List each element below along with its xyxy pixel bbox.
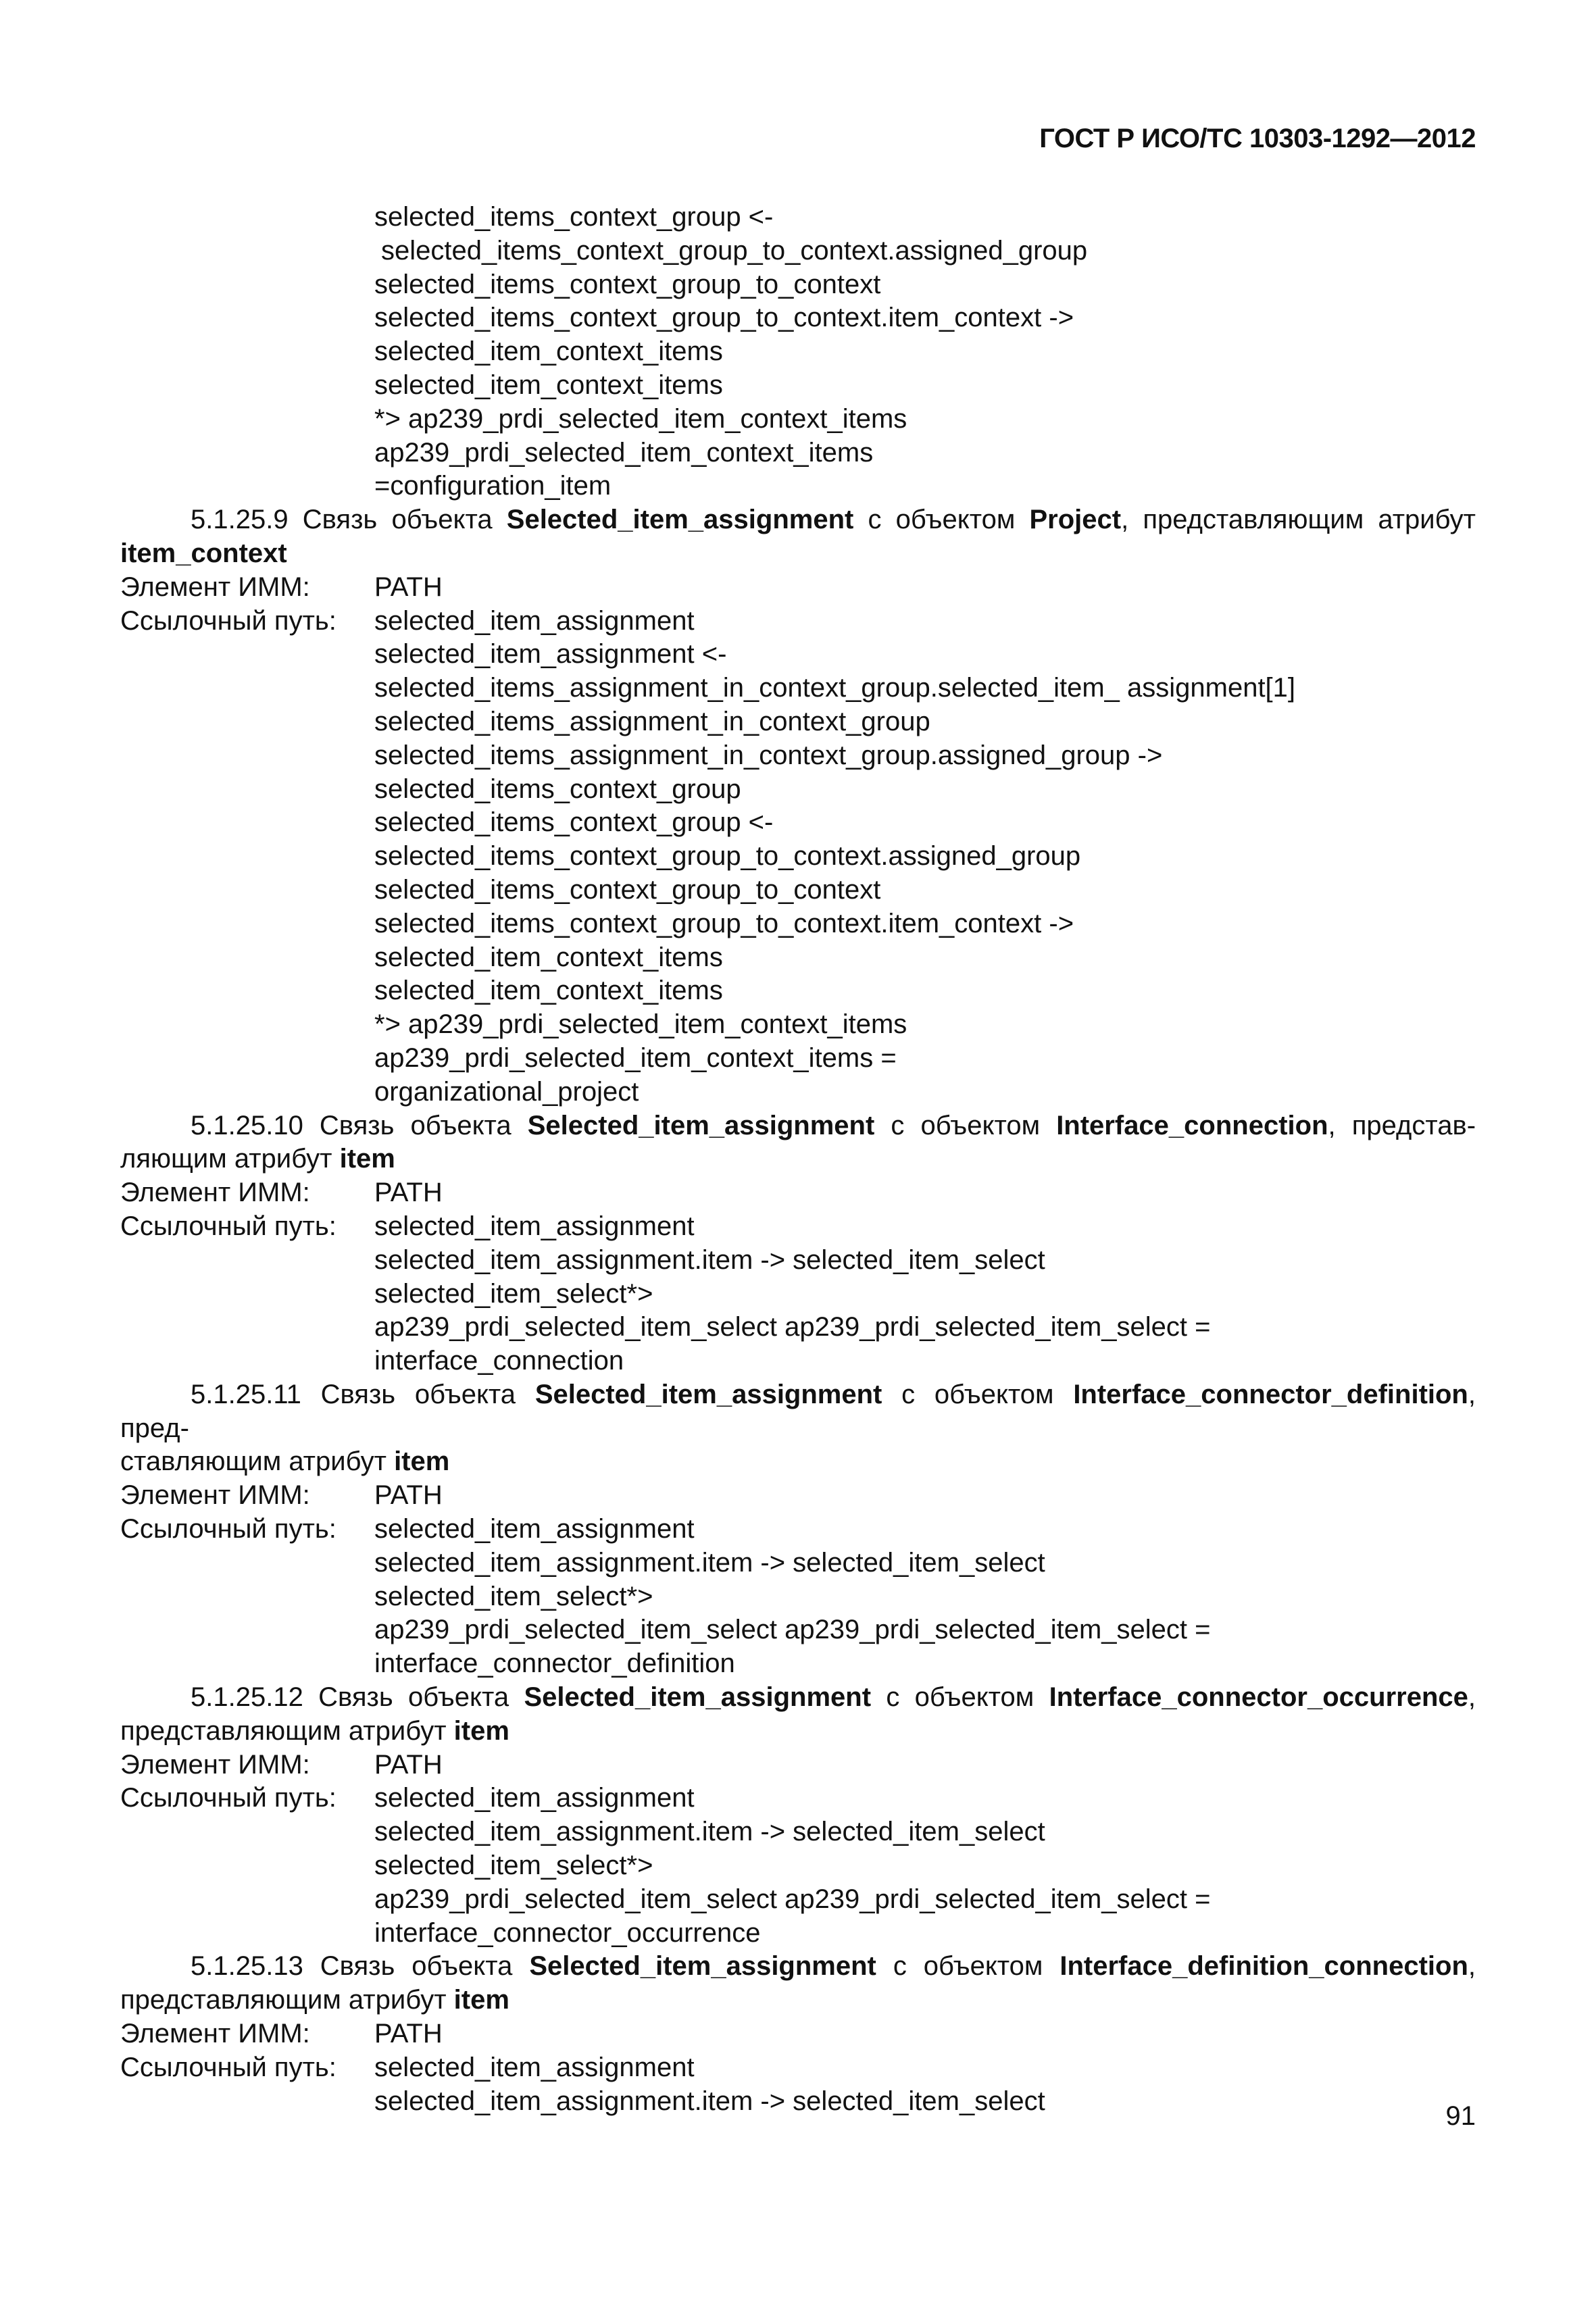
code-line: selected_items_context_group_to_context.assigned_group	[374, 841, 1081, 872]
entity-name: Selected_item_assignment	[506, 505, 854, 535]
element-label: Элемент ИММ:	[120, 1480, 310, 1511]
section-number: 5.1.25.13 Связь объекта	[191, 1951, 530, 1982]
code-line: selected_item_context_items	[374, 336, 723, 367]
code-line: selected_item_assignment.item -> selected_item_select	[374, 1817, 1045, 1847]
code-line: *> ap239_prdi_selected_item_context_items	[374, 403, 907, 434]
element-label: Элемент ИММ:	[120, 1749, 310, 1780]
code-line: selected_items_context_group_to_context.item_context ->	[374, 303, 1074, 333]
element-label: Элемент ИММ:	[120, 572, 310, 602]
code-line: selected_item_select*>	[374, 1581, 653, 1611]
entity-name: Selected_item_assignment	[524, 1682, 872, 1713]
path-label: Ссылочный путь:	[120, 605, 336, 636]
section-heading-continuation	[120, 1715, 1476, 1749]
section-heading	[120, 1681, 1476, 1715]
path-label: Ссылочный путь:	[120, 1211, 336, 1241]
code-line: selected_items_context_group	[374, 774, 741, 804]
code-line: selected_item_assignment <-	[374, 639, 727, 670]
code-line: selected_item_assignment.item -> selected_item_select	[374, 1547, 1045, 1578]
element-value: PATH	[374, 572, 443, 602]
entity-name: Selected_item_assignment	[527, 1110, 875, 1140]
heading-text: ,	[1468, 1951, 1476, 1982]
path-label: Ссылочный путь:	[120, 2052, 336, 2082]
heading-text: с объектом	[876, 1951, 1060, 1982]
path-row	[120, 1513, 1476, 1546]
code-line: =configuration_item	[374, 471, 612, 501]
code-line: selected_item_assignment	[374, 1211, 695, 1241]
sections-container	[120, 503, 1476, 2118]
code-line: selected_item_context_items	[374, 370, 723, 400]
document-body	[120, 201, 1476, 2118]
section-heading-continuation	[120, 1445, 1476, 1479]
heading-text: ставляющим атрибут	[120, 1447, 395, 1477]
heading-text: представляющим атрибут	[120, 1715, 454, 1746]
heading-text: ,	[1468, 1682, 1476, 1713]
document-header: ГОСТ Р ИСО/ТС 10303-1292—2012	[1039, 124, 1476, 153]
element-value: PATH	[374, 1749, 443, 1780]
section	[120, 1378, 1476, 1681]
section	[120, 1681, 1476, 1950]
code-line: selected_item_assignment.item -> selected_item_select	[374, 2086, 1045, 2116]
target-entity: Interface_connector_definition	[1073, 1379, 1468, 1409]
section-number: 5.1.25.9 Связь объекта	[191, 505, 507, 535]
page-number: 91	[1445, 2101, 1476, 2131]
attribute-name: item_context	[120, 538, 287, 568]
code-line: selected_item_assignment	[374, 605, 695, 636]
code-line: selected_item_assignment	[374, 2052, 695, 2082]
code-line: selected_item_context_items	[374, 942, 723, 972]
code-line: selected_items_context_group <-	[374, 807, 774, 838]
code-line: organizational_project	[374, 1076, 639, 1107]
path-row	[120, 605, 1476, 638]
section-heading	[120, 1109, 1476, 1143]
element-value: PATH	[374, 2019, 443, 2049]
code-line: selected_items_context_group_to_context.item_context ->	[374, 908, 1074, 938]
heading-text: представляющим атрибут	[120, 1985, 454, 2015]
element-row	[120, 571, 1476, 605]
target-entity: Project	[1029, 505, 1122, 535]
path-row	[120, 1782, 1476, 1815]
code-line: selected_items_context_group_to_context.assigned_group	[381, 235, 1088, 266]
code-line: ap239_prdi_selected_item_context_items	[374, 437, 874, 468]
code-line: selected_items_assignment_in_context_group	[374, 706, 930, 736]
element-label: Элемент ИММ:	[120, 2019, 310, 2049]
section-heading	[120, 1950, 1476, 1984]
code-line: selected_items_context_group_to_context	[374, 874, 881, 905]
code-line: selected_items_assignment_in_context_group.selected_item_ assignment[1]	[374, 673, 1296, 703]
element-row	[120, 1176, 1476, 1210]
attribute-name: item	[453, 1715, 509, 1746]
heading-text: ляющим атрибут	[120, 1144, 340, 1174]
section-heading-continuation	[120, 537, 1476, 571]
element-value: PATH	[374, 1178, 443, 1208]
section-number: 5.1.25.10 Связь объекта	[191, 1110, 528, 1140]
target-entity: Interface_connection	[1056, 1110, 1328, 1140]
element-label: Элемент ИММ:	[120, 1178, 310, 1208]
code-line: interface_connection	[374, 1346, 624, 1376]
attribute-name: item	[339, 1144, 395, 1174]
intro-path-block	[120, 201, 1476, 503]
attribute-name: item	[394, 1447, 450, 1477]
section-heading	[120, 1378, 1476, 1446]
heading-text: , пред-	[120, 1379, 1476, 1443]
attribute-name: item	[453, 1985, 509, 2015]
code-line: *> ap239_prdi_selected_item_context_items	[374, 1009, 907, 1040]
section-heading-continuation	[120, 1142, 1476, 1176]
code-line: ap239_prdi_selected_item_select ap239_prdi_selected_item_select =	[374, 1312, 1211, 1342]
path-row	[120, 1210, 1476, 1244]
code-line: selected_item_select*>	[374, 1851, 653, 1881]
section-number: 5.1.25.12 Связь объекта	[191, 1682, 524, 1713]
code-line: selected_item_context_items	[374, 976, 723, 1006]
element-row	[120, 1749, 1476, 1782]
path-label: Ссылочный путь:	[120, 1783, 336, 1813]
code-line: ap239_prdi_selected_item_select ap239_prdi_selected_item_select =	[374, 1615, 1211, 1645]
element-row	[120, 2017, 1476, 2051]
code-line: selected_item_assignment	[374, 1783, 695, 1813]
heading-text: с объектом	[874, 1110, 1057, 1140]
entity-name: Selected_item_assignment	[534, 1379, 882, 1409]
code-line: selected_items_context_group_to_context	[374, 269, 881, 299]
code-line: selected_items_assignment_in_context_group.assigned_group ->	[374, 740, 1163, 770]
code-line: interface_connector_occurrence	[374, 1917, 761, 1948]
element-value: PATH	[374, 1480, 443, 1511]
section	[120, 1109, 1476, 1378]
code-line: interface_connector_definition	[374, 1649, 735, 1679]
target-entity: Interface_definition_connection	[1059, 1951, 1468, 1982]
section-heading	[120, 503, 1476, 537]
heading-text: с объектом	[882, 1379, 1074, 1409]
section-number: 5.1.25.11 Связь объекта	[191, 1379, 535, 1409]
heading-text: , представ-	[1328, 1110, 1476, 1140]
path-label: Ссылочный путь:	[120, 1514, 336, 1544]
code-line: ap239_prdi_selected_item_select ap239_prdi_selected_item_select =	[374, 1884, 1211, 1914]
code-line: selected_items_context_group <-	[374, 202, 774, 232]
section	[120, 1950, 1476, 2118]
code-line: ap239_prdi_selected_item_context_items =	[374, 1042, 897, 1073]
element-row	[120, 1479, 1476, 1513]
heading-text: с объектом	[871, 1682, 1049, 1713]
path-row	[120, 2051, 1476, 2085]
section	[120, 503, 1476, 1109]
code-line: selected_item_assignment.item -> selected_item_select	[374, 1244, 1045, 1275]
target-entity: Interface_connector_occurrence	[1049, 1682, 1468, 1713]
entity-name: Selected_item_assignment	[529, 1951, 876, 1982]
heading-text: , представляющим атрибут	[1121, 505, 1476, 535]
section-heading-continuation	[120, 1984, 1476, 2017]
code-line: selected_item_assignment	[374, 1514, 695, 1544]
heading-text: с объектом	[853, 505, 1030, 535]
code-line: selected_item_select*>	[374, 1278, 653, 1309]
